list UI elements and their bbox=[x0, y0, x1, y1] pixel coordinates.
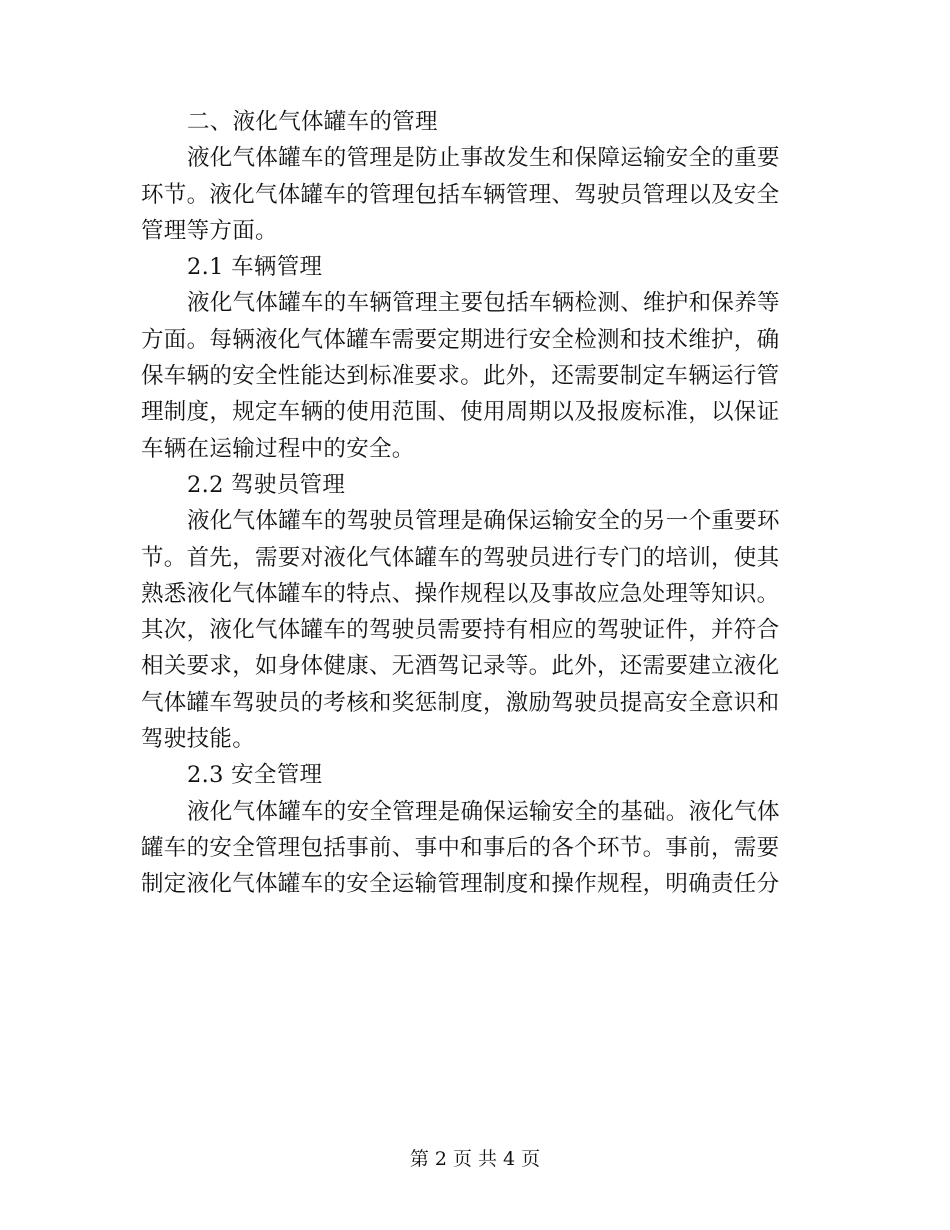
paragraph-line: 环节。液化气体罐车的管理包括车辆管理、驾驶员管理以及安全 bbox=[141, 181, 780, 208]
section-heading: 二、液化气体罐车的管理 bbox=[187, 109, 438, 135]
paragraph-line: 保车辆的安全性能达到标准要求。此外，还需要制定车辆运行管 bbox=[141, 363, 780, 390]
paragraph-line: 理制度，规定车辆的使用范围、使用周期以及报废标准，以保证 bbox=[141, 399, 780, 426]
subsection-heading: 2.1 车辆管理 bbox=[187, 254, 323, 281]
document-body bbox=[141, 104, 797, 903]
paragraph-line: 车辆在运输过程中的安全。 bbox=[141, 435, 415, 462]
paragraph-line: 液化气体罐车的车辆管理主要包括车辆检测、维护和保养等 bbox=[187, 290, 780, 317]
paragraph-line: 液化气体罐车的安全管理是确保运输安全的基础。液化气体 bbox=[187, 798, 780, 825]
paragraph-line: 液化气体罐车的管理是防止事故发生和保障运输安全的重要 bbox=[187, 145, 780, 172]
page-number-footer: 第 2 页 共 4 页 bbox=[409, 1148, 541, 1170]
paragraph-line: 驾驶技能。 bbox=[141, 726, 256, 753]
paragraph-line: 罐车的安全管理包括事前、事中和事后的各个环节。事前，需要 bbox=[141, 834, 780, 861]
subsection-heading: 2.2 驾驶员管理 bbox=[187, 471, 346, 498]
paragraph-line: 熟悉液化气体罐车的特点、操作规程以及事故应急处理等知识。 bbox=[141, 580, 780, 607]
paragraph-line: 节。首先，需要对液化气体罐车的驾驶员进行专门的培训，使其 bbox=[141, 544, 780, 571]
paragraph-line: 其次，液化气体罐车的驾驶员需要持有相应的驾驶证件，并符合 bbox=[141, 617, 780, 644]
paragraph-line: 相关要求，如身体健康、无酒驾记录等。此外，还需要建立液化 bbox=[141, 653, 780, 680]
paragraph-line: 方面。每辆液化气体罐车需要定期进行安全检测和技术维护，确 bbox=[141, 326, 780, 353]
paragraph-line: 液化气体罐车的驾驶员管理是确保运输安全的另一个重要环 bbox=[187, 508, 780, 535]
paragraph-line: 气体罐车驾驶员的考核和奖惩制度，激励驾驶员提高安全意识和 bbox=[141, 689, 780, 716]
subsection-heading: 2.3 安全管理 bbox=[187, 762, 323, 789]
paragraph-line: 管理等方面。 bbox=[141, 217, 278, 244]
paragraph-line: 制定液化气体罐车的安全运输管理制度和操作规程，明确责任分 bbox=[141, 871, 780, 898]
